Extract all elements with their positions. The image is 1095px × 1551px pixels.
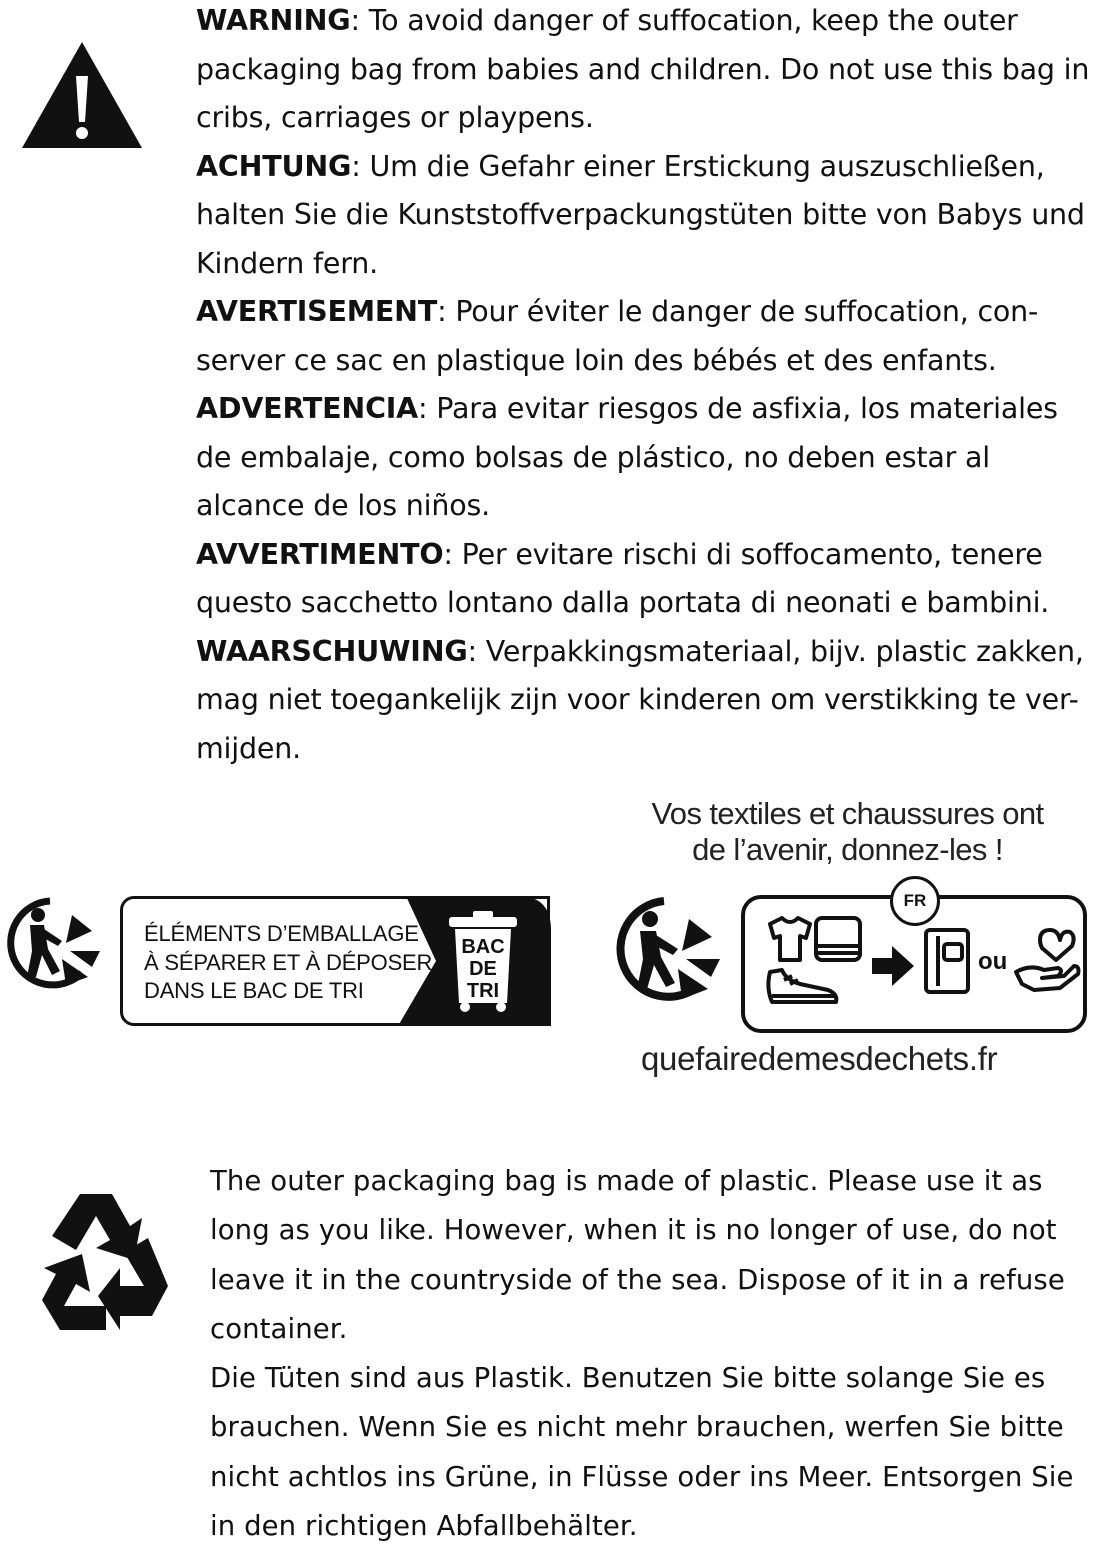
warning-de: ACHTUNG: Um die Gefahr einer Erstickung auszuschließen, halten Sie die Kunststoffverpackungstüten bitte von Babys und Kindern fern.	[196, 149, 1085, 280]
triman-icon	[0, 893, 108, 993]
warning-en: WARNING: To avoid danger of suffocation, keep the outer packaging bag from babies and children. Do not use this bag in cribs, carriages or playpens.	[196, 4, 1090, 134]
donate-heart-hand-icon	[1016, 930, 1079, 990]
recycle-info-block	[210, 1157, 1095, 1551]
towel-icon	[816, 918, 860, 960]
recycle-icon	[20, 1188, 172, 1336]
textile-icons	[752, 910, 1082, 1020]
tshirt-icon	[770, 918, 810, 960]
svg-text:BAC: BAC	[461, 936, 505, 958]
warning-nl: WAARSCHUWING: Verpakkingsmateriaal, bijv. plastic zakken, mag niet toegankelijk zijn voor kinderen om verstikking te ver-mijden.	[196, 634, 1084, 765]
svg-text:TRI: TRI	[466, 980, 500, 1002]
shoe-icon	[768, 970, 836, 1002]
warning-fr: AVERTISEMENT: Pour éviter le danger de suffocation, con-server ce sac en plastique loin des bébés et des enfants.	[196, 295, 1039, 377]
website-link[interactable]: quefairedemesdechets.fr	[641, 1040, 998, 1077]
recycle-info-de: Die Tüten sind aus Plastik. Benutzen Sie bitte solange Sie es brauchen. Wenn Sie es nicht mehr brauchen, werfen Sie bitte nicht achtlos ins Grüne, in Flüsse oder ins Meer. Entsorgen Sie in den richtigen Abfallbehälter.	[210, 1362, 1074, 1543]
warning-triangle-icon	[20, 40, 144, 150]
recycle-info-en: The outer packaging bag is made of plastic. Please use it as long as you like. However, when it is no longer of use, do not leave it in the countryside of the sea. Dispose of it in a refuse container.	[210, 1165, 1065, 1345]
collection-box-icon	[926, 930, 968, 992]
triman-icon	[606, 895, 730, 1007]
or-text: ou	[978, 948, 1008, 975]
bac-text: ÉLÉMENTS D’EMBALLAGE À SÉPARER ET À DÉPOSER DANS LE BAC DE TRI	[144, 921, 433, 1003]
warning-it: AVVERTIMENTO: Per evitare rischi di soffocamento, tenere questo sacchetto lontano dalla portata di neonati e bambini.	[196, 537, 1050, 619]
recycle-bin-icon	[443, 909, 523, 1013]
fr-badge: FR	[890, 876, 940, 926]
svg-text:DE: DE	[469, 958, 497, 980]
textile-tagline: Vos textiles et chaussures ont de l’avenir, donnez-les !	[651, 796, 1044, 867]
warnings-block	[196, 0, 1091, 773]
arrow-right-icon	[872, 946, 914, 986]
warning-es: ADVERTENCIA: Para evitar riesgos de asfixia, los materiales de embalaje, como bolsas de plástico, no deben estar al alcance de los niños.	[196, 392, 1058, 522]
